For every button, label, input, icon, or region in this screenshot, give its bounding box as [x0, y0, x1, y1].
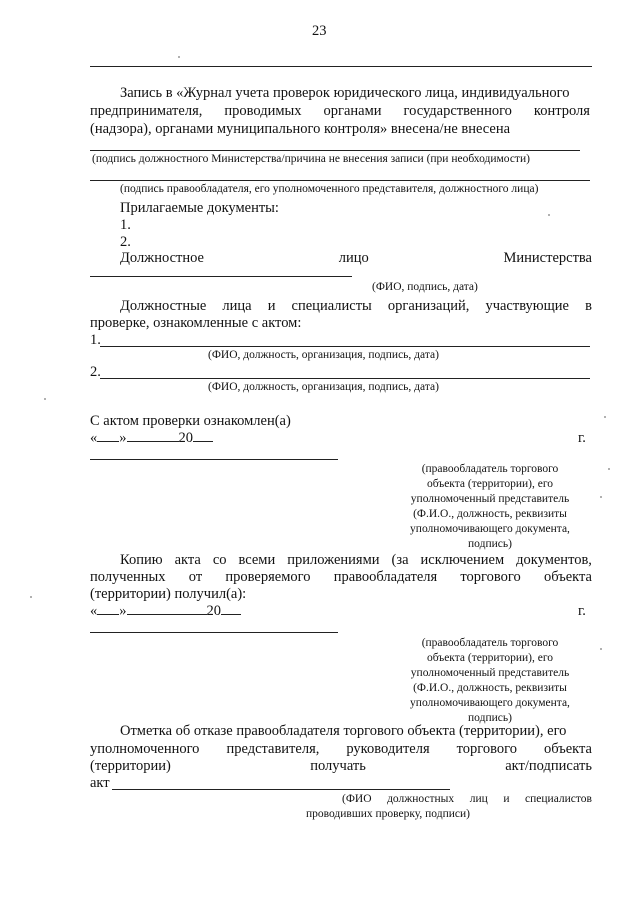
- word: Должностные: [120, 298, 207, 314]
- caption-line: уполномоченный представитель: [410, 493, 570, 505]
- word: лица: [222, 298, 252, 314]
- acquainted-title: С актом проверки ознакомлен(а): [90, 413, 291, 429]
- word: объекта: [543, 569, 592, 585]
- word: специалистов: [525, 793, 592, 805]
- refusal-line-2: [90, 740, 592, 758]
- official-signature-caption: (подпись должностного Министерства/причина не внесения записи (при необходимости): [92, 153, 530, 165]
- word: приложениями: [287, 552, 380, 568]
- word: органами: [323, 103, 382, 119]
- participant-caption-1: (ФИО, должность, организация, подпись, дата): [208, 349, 439, 361]
- copy-line-3: (территории) получил(а):: [90, 586, 247, 602]
- word: специалисты: [291, 298, 372, 314]
- word: государственного: [403, 103, 512, 119]
- caption-line: подпись): [468, 712, 512, 724]
- word: уполномоченного: [90, 741, 200, 757]
- word: от: [188, 569, 203, 585]
- copy-line-1: [120, 551, 592, 569]
- date-year: 20: [206, 603, 221, 619]
- caption-line: уполномоченный представитель: [410, 667, 570, 679]
- word: исключением: [420, 552, 505, 568]
- journal-line-2: [90, 102, 590, 120]
- acquainted-date: [90, 429, 213, 447]
- date-close-quote: »: [119, 430, 127, 446]
- word: торгового: [456, 741, 517, 757]
- word: организаций,: [387, 298, 470, 314]
- word: правообладателя: [333, 569, 438, 585]
- journal-line-1: Запись в «Журнал учета проверок юридического лица, индивидуального: [120, 85, 570, 101]
- ministry-official-caption: (ФИО, подпись, дата): [372, 281, 478, 293]
- word: Министерства: [503, 250, 592, 266]
- copy-caption: [380, 636, 600, 726]
- attachment-item-2: 2.: [120, 234, 131, 250]
- caption-line: (Ф.И.О., должность, реквизиты: [413, 682, 567, 694]
- top-rule: [90, 66, 592, 67]
- date-open-quote: «: [90, 603, 98, 619]
- ministry-official-sign-line: [90, 276, 352, 277]
- copy-g: г.: [578, 603, 586, 619]
- ministry-official-line: [120, 249, 592, 267]
- scan-speck: [44, 398, 46, 400]
- word: (территории): [90, 758, 171, 774]
- word: получать: [310, 758, 366, 774]
- refusal-line-3: [90, 757, 592, 775]
- scan-speck: [30, 596, 32, 598]
- word: и: [267, 298, 276, 314]
- word: проверяемого: [225, 569, 311, 585]
- journal-line-3: (надзора), органами муниципального контроля» внесена/не внесена: [90, 121, 511, 137]
- caption-line: объекта (территории), его: [426, 478, 554, 490]
- owner-signature-caption: (подпись правообладателя, его уполномоченного представителя, должностного лица): [120, 183, 539, 195]
- refusal-line-4: акт: [90, 775, 110, 791]
- participant-line-1: [100, 346, 590, 347]
- copy-line-2: [90, 568, 592, 586]
- date-year: 20: [178, 430, 193, 446]
- word: лиц: [469, 793, 488, 805]
- refusal-caption-line-2: проводивших проверку, подписи): [306, 808, 470, 820]
- word: со: [212, 552, 227, 568]
- date-open-quote: «: [90, 430, 98, 446]
- caption-line: (Ф.И.О., должность, реквизиты: [413, 508, 567, 520]
- acquainted-caption: [380, 462, 600, 552]
- acquainted-sign-line: [90, 459, 338, 460]
- word: в: [585, 298, 592, 314]
- word: и: [503, 793, 510, 805]
- official-signature-line: [90, 150, 580, 151]
- participant-caption-2: (ФИО, должность, организация, подпись, дата): [208, 381, 439, 393]
- word: лицо: [338, 250, 369, 266]
- word: представителя,: [226, 741, 320, 757]
- refusal-line-1: Отметка об отказе правообладателя торгового объекта (территории), его: [120, 723, 567, 739]
- copy-date: [90, 602, 241, 620]
- scan-speck: [600, 648, 602, 650]
- word: участвующие: [485, 298, 569, 314]
- word: Копию: [120, 552, 163, 568]
- caption-line: объекта (территории), его: [426, 652, 554, 664]
- word: контроля: [533, 103, 590, 119]
- attachment-item-1: 1.: [120, 217, 131, 233]
- participant-number-2: 2.: [90, 364, 101, 380]
- participant-line-2: [100, 378, 590, 379]
- acquainted-g: г.: [578, 430, 586, 446]
- word: предпринимателя,: [90, 103, 203, 119]
- page-number: 23: [312, 23, 327, 39]
- word: акта: [174, 552, 201, 568]
- date-close-quote: »: [119, 603, 127, 619]
- refusal-caption-line-1: [342, 792, 592, 807]
- scan-speck: [600, 496, 602, 498]
- word: (за: [391, 552, 409, 568]
- participants-line-1: [120, 297, 592, 315]
- copy-sign-line: [90, 632, 338, 633]
- word: должностных: [387, 793, 455, 805]
- participant-number-1: 1.: [90, 332, 101, 348]
- scan-speck: [604, 416, 606, 418]
- word: акт/подписать: [505, 758, 592, 774]
- word: Должностное: [120, 250, 204, 266]
- word: руководителя: [346, 741, 430, 757]
- word: всеми: [238, 552, 276, 568]
- participants-line-2: проверке, ознакомленные с актом:: [90, 315, 302, 331]
- caption-line: уполномочивающего документа,: [410, 523, 570, 535]
- word: полученных: [90, 569, 166, 585]
- word: документов,: [516, 552, 592, 568]
- scan-speck: [548, 214, 550, 216]
- scan-speck: [178, 56, 180, 58]
- owner-signature-line: [90, 180, 590, 181]
- caption-line: уполномочивающего документа,: [410, 697, 570, 709]
- caption-line: подпись): [468, 538, 512, 550]
- attachments-title: Прилагаемые документы:: [120, 200, 279, 216]
- caption-line: (правообладатель торгового: [421, 463, 559, 475]
- word: торгового: [460, 569, 521, 585]
- word: объекта: [543, 741, 592, 757]
- word: (ФИО: [342, 793, 372, 805]
- refusal-sign-line: [112, 789, 450, 790]
- word: проводимых: [224, 103, 302, 119]
- scan-speck: [608, 468, 610, 470]
- caption-line: (правообладатель торгового: [421, 637, 559, 649]
